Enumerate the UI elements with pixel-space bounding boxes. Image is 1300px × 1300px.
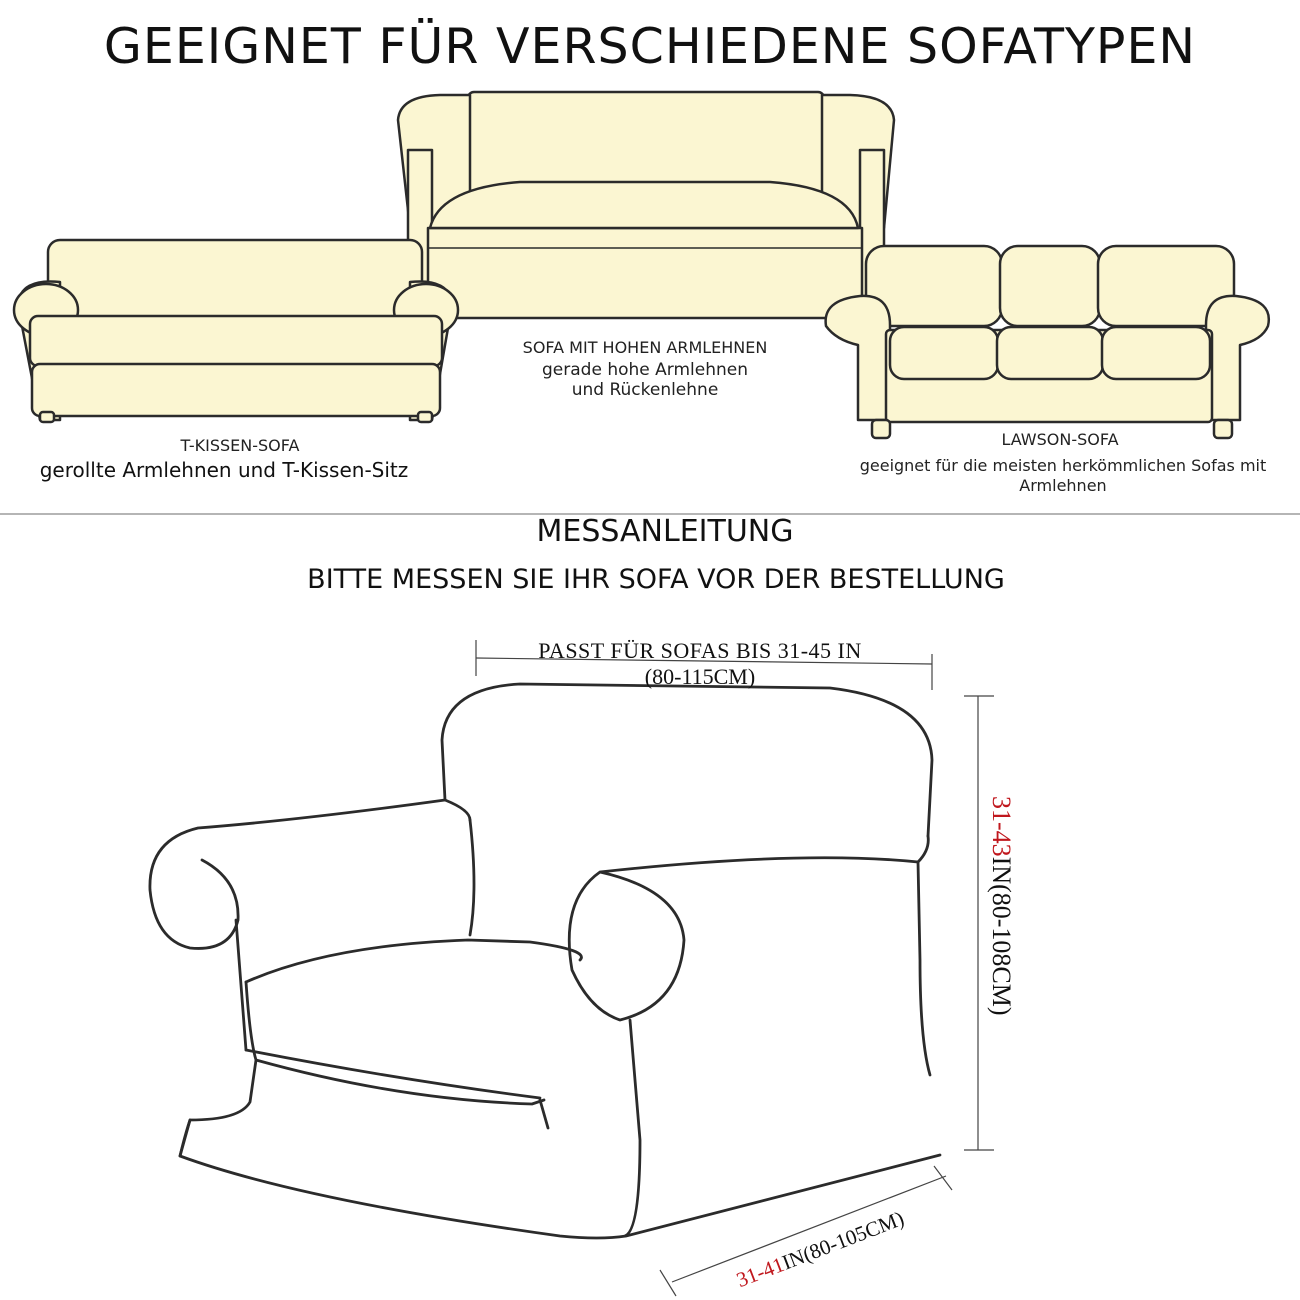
sofa-2-description-1: gerade hohe Armlehnen xyxy=(542,360,748,380)
armchair-diagram xyxy=(150,684,940,1238)
dimension-lines xyxy=(476,640,994,1296)
height-label xyxy=(986,796,1016,1016)
lawson-sofa-image xyxy=(826,246,1269,438)
top-width-label: PASST FÜR SOFAS BIS 31-45 IN xyxy=(538,638,862,663)
page-title: GEEIGNET FÜR VERSCHIEDENE SOFATYPEN xyxy=(103,18,1197,75)
height-range: 31-43 xyxy=(987,796,1016,857)
top-width-metric: (80-115CM) xyxy=(644,664,756,689)
high-arm-sofa-image xyxy=(398,92,894,318)
guide-subheading: BITTE MESSEN SIE IHR SOFA VOR DER BESTELLUNG xyxy=(307,564,1005,595)
bottom-width-range: 31-41 xyxy=(733,1252,788,1293)
sofa-3-description-2: Armlehnen xyxy=(1019,476,1107,495)
bottom-width-metric: IN(80-105CM) xyxy=(778,1206,908,1275)
sofa-1-description: gerollte Armlehnen und T-Kissen-Sitz xyxy=(39,458,409,482)
guide-heading: MESSANLEITUNG xyxy=(536,514,794,549)
sofa-3-description-1: geeignet für die meisten herkömmlichen Sofas mit xyxy=(859,456,1267,475)
height-metric: IN(80-108CM) xyxy=(987,856,1016,1016)
sofa-2-name: SOFA MIT HOHEN ARMLEHNEN xyxy=(522,338,768,357)
sofa-3-name: LAWSON-SOFA xyxy=(1001,430,1119,449)
sofa-2-description-2: und Rückenlehne xyxy=(571,380,719,400)
t-cushion-sofa-image xyxy=(14,240,458,422)
sofa-1-name: T-KISSEN-SOFA xyxy=(180,436,300,455)
